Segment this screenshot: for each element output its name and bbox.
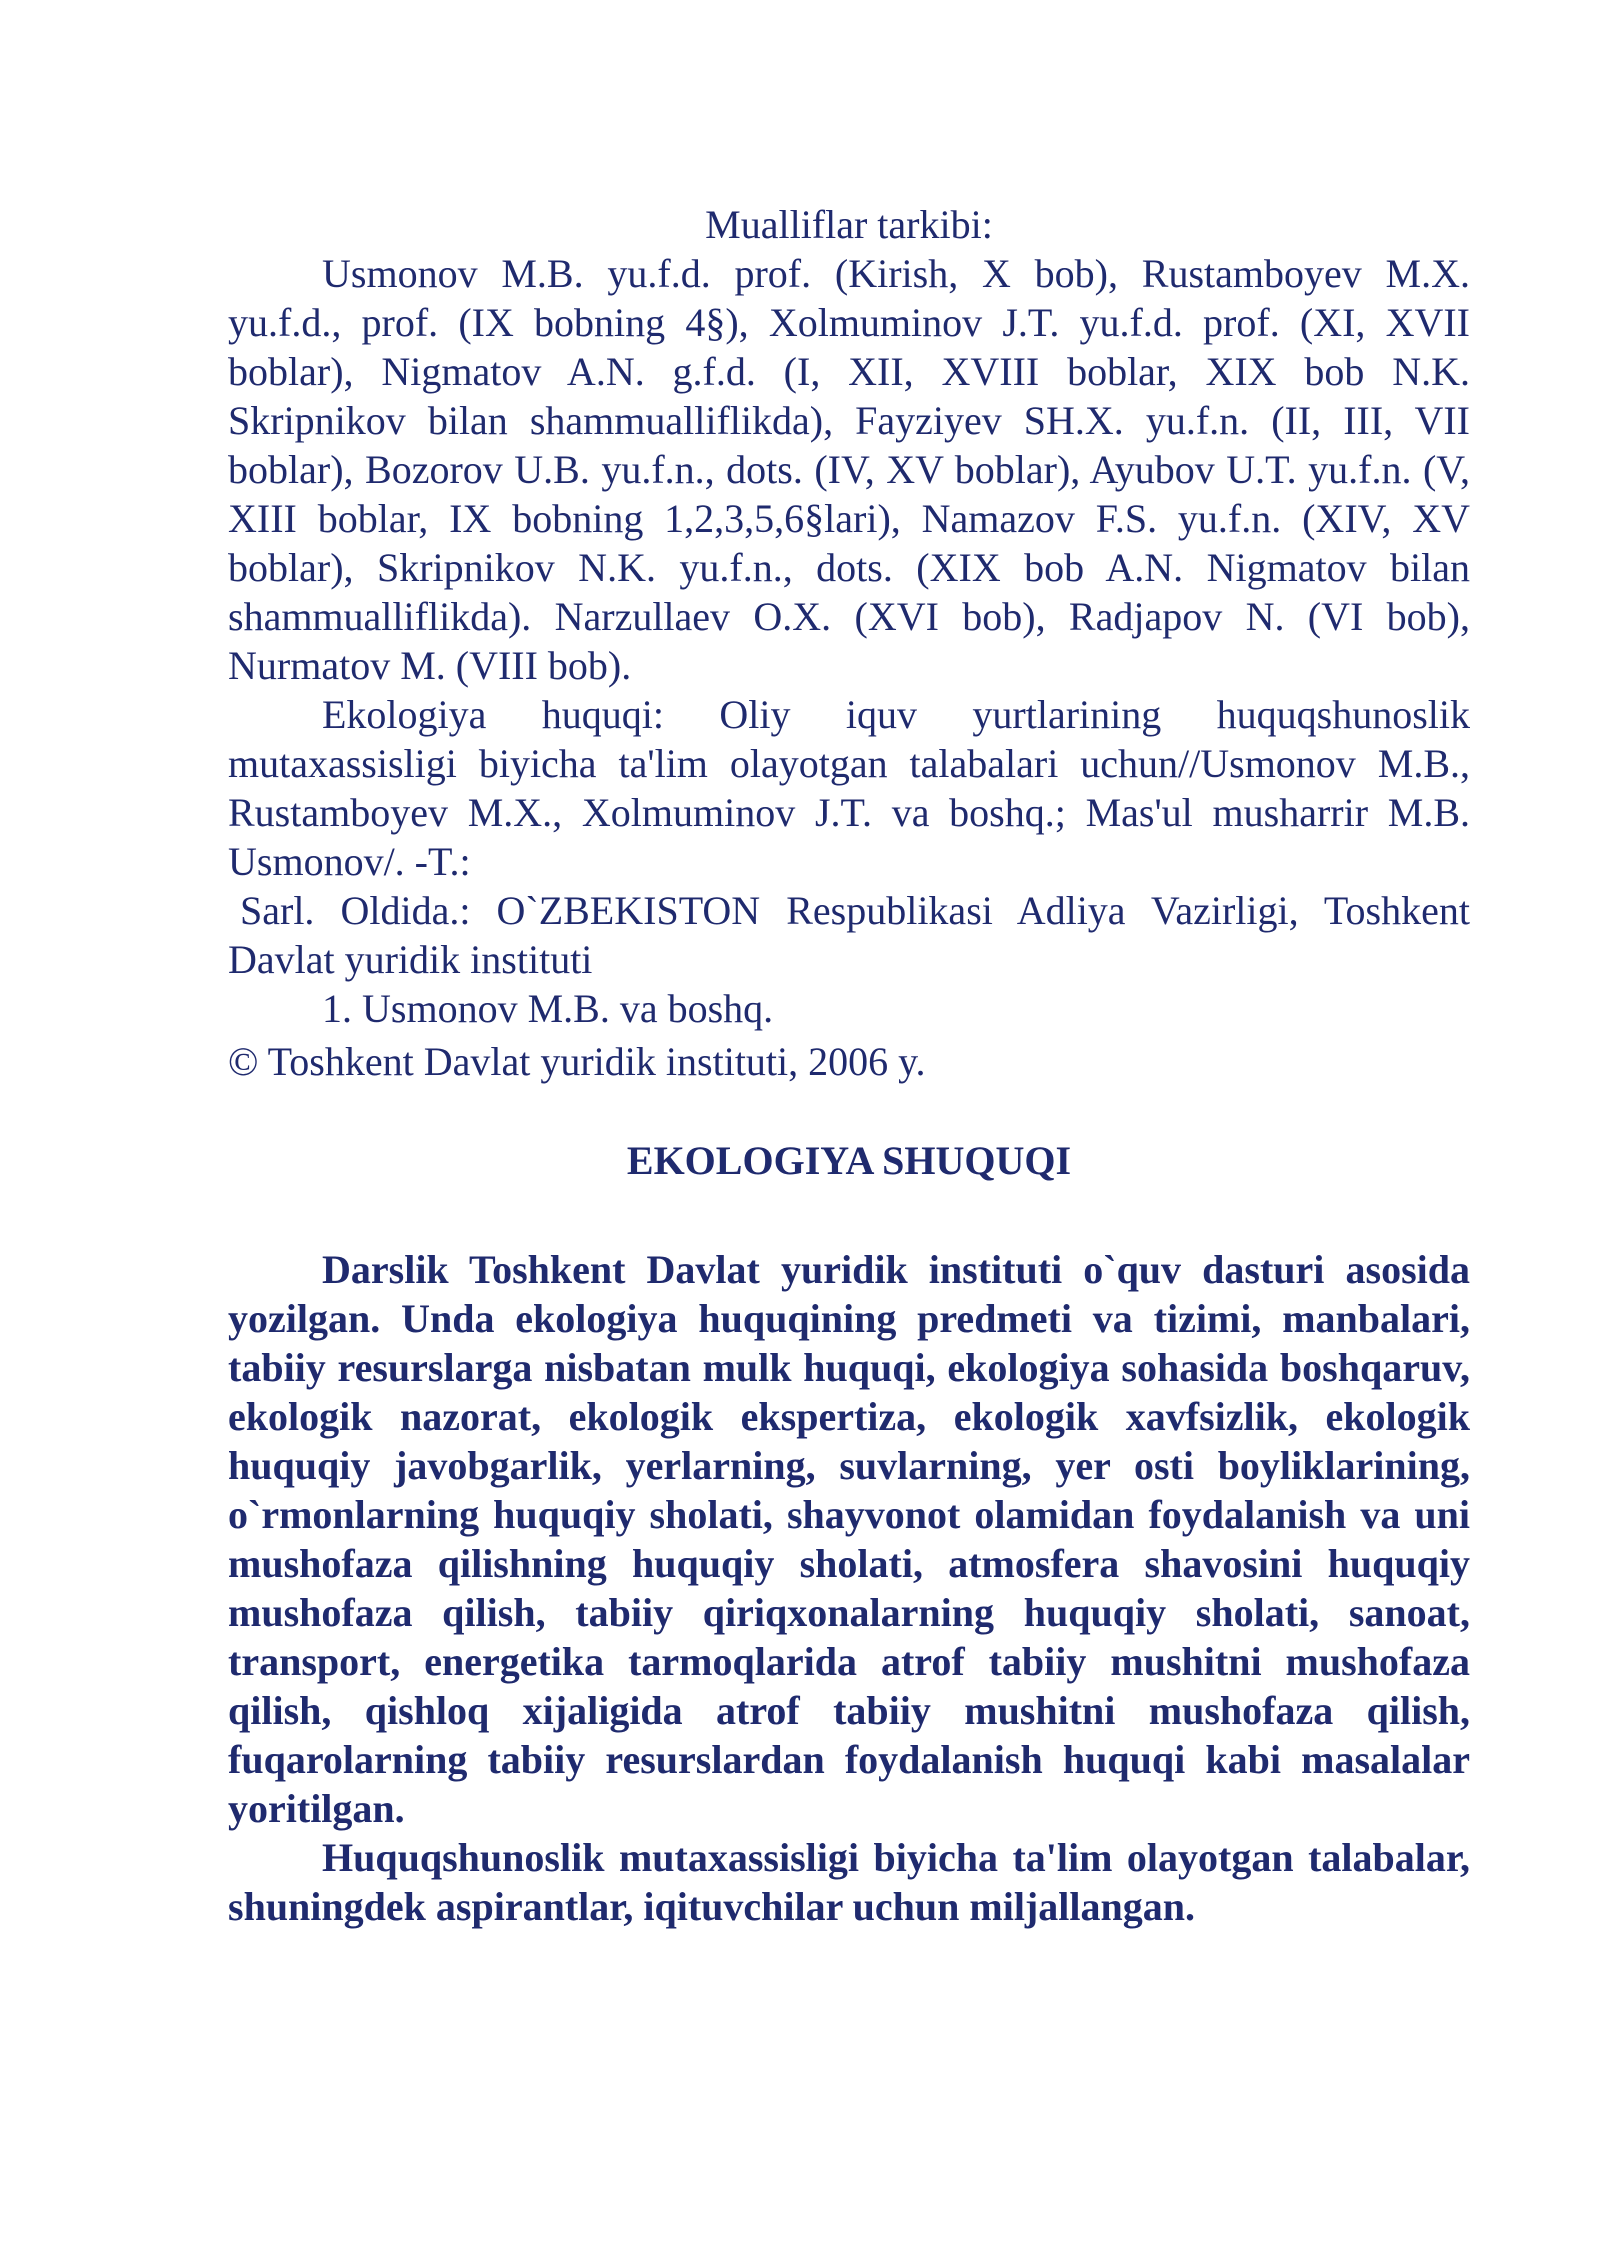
annotation-paragraph-1: Darslik Toshkent Davlat yuridik instituti o`quv dasturi asosida yozilgan. Unda ekologiya huquqining predmeti va tizimi, manbalari, tabiiy resurslarga nisbatan mulk huquqi, ekologiya sohasida boshqaruv, ekologik nazorat, ekologik ekspertiza, ekologik xavfsizlik, ekologik huquqiy javobgarlik, yerlarning, suvlarning, yer osti boyliklarining, o`rmonlarning huquqiy sholati, shayvonot olamidan foydalanish va uni mushofaza qilishning huquqiy sholati, atmosfera shavosini huquqiy mushofaza qilish, tabiiy qiriqxonalarning huquqiy sholati, sanoat, transport, energetika tarmoqlarida atrof tabiiy mushitni mushofaza qilish, qishloq xijaligida atrof tabiiy mushitni mushofaza qilish, fuqarolarning tabiiy resurslardan foydalanish huquqi kabi masalalar yoritilgan.	[228, 1247, 1470, 1831]
authors-heading: Mualliflar tarkibi:	[705, 202, 993, 247]
authors-list: Usmonov M.B. yu.f.d. prof. (Kirish, X bob), Rustamboyev M.X. yu.f.d., prof. (IX bobning 4§), Xolmuminov J.T. yu.f.d. prof. (XI, XVII boblar), Nigmatov A.N. g.f.d. (I, XII, XVIII boblar, XIX bob N.K. Skripnikov bilan shammualliflikda), Fayziyev SH.X. yu.f.n. (II, III, VII boblar), Bozorov U.B. yu.f.n., dots. (IV, XV boblar), Ayubov U.T. yu.f.n. (V, XIII boblar, IX bobning 1,2,3,5,6§lari), Namazov F.S. yu.f.n. (XIV, XV boblar), Skripnikov N.K. yu.f.n., dots. (XIX bob A.N. Nigmatov bilan shammualliflikda). Narzullaev O.X. (XVI bob), Radjapov N. (VI bob), Nurmatov M. (VIII bob).	[228, 251, 1470, 688]
copyright-notice: © Toshkent Davlat yuridik instituti, 2006 y.	[228, 1039, 926, 1084]
document-page	[228, 200, 1470, 1931]
annotation-paragraph-2: Huquqshunoslik mutaxassisligi biyicha ta'lim olayotgan talabalar, shuningdek aspirantlar, iqituvchilar uchun miljallangan.	[228, 1835, 1470, 1929]
book-title: EKOLOGIYA SHUQUQI	[626, 1138, 1072, 1183]
annotation-block	[228, 1245, 1470, 1931]
bibliographic-entry: Ekologiya huquqi: Oliy iquv yurtlarining huquqshunoslik mutaxassisligi biyicha ta'lim olayotgan talabalari uchun//Usmonov M.B., Rustamboyev M.X., Xolmuminov J.T. va boshq.; Mas'ul musharrir M.B. Usmonov/. -T.:	[228, 692, 1470, 884]
publisher-line: Sarl. Oldida.: O`ZBEKISTON Respublikasi Adliya Vazirligi, Toshkent Davlat yuridik instituti	[228, 888, 1470, 982]
catalog-item: 1. Usmonov M.B. va boshq.	[322, 986, 774, 1031]
